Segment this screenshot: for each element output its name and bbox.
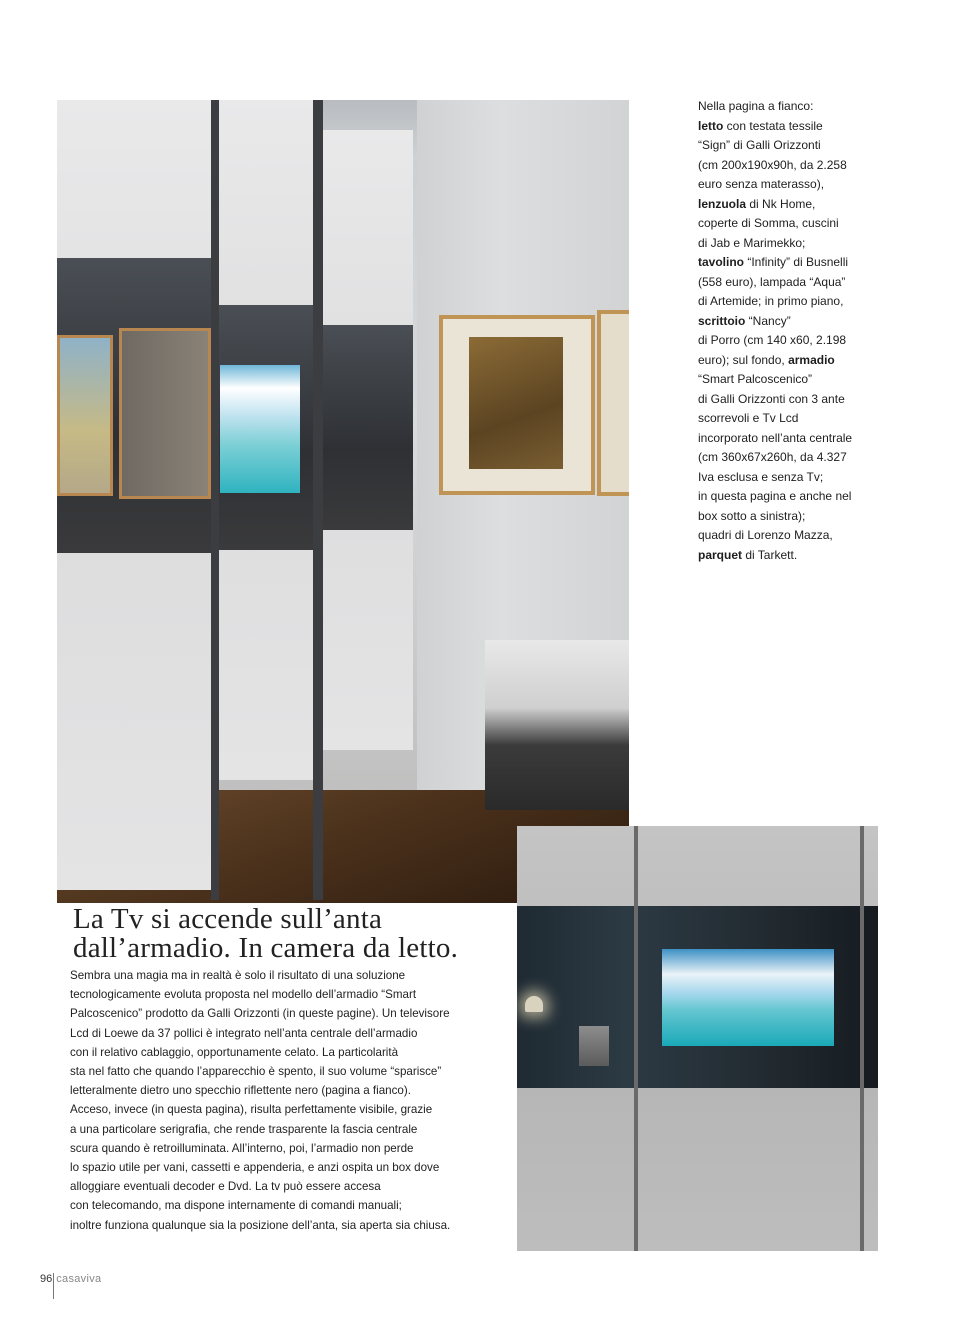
caption-line bbox=[698, 234, 888, 254]
body-line: Palcoscenico” prodotto da Galli Orizzonti (in queste pagine). Un televisore bbox=[70, 1007, 450, 1021]
caption-text: euro); sul fondo, bbox=[698, 352, 789, 367]
framed-artwork bbox=[439, 315, 595, 495]
photo-caption bbox=[698, 97, 888, 565]
caption-line bbox=[698, 507, 888, 527]
caption-line bbox=[698, 370, 888, 390]
caption-text: di Jab e Marimekko; bbox=[698, 235, 806, 250]
door-seam bbox=[634, 826, 638, 1251]
caption-line bbox=[698, 331, 888, 351]
headline-line: dall’armadio. In camera da letto. bbox=[73, 932, 459, 964]
caption-text: “Infinity” di Busnelli bbox=[744, 255, 849, 269]
caption-line bbox=[698, 526, 888, 546]
caption-text: “Nancy” bbox=[745, 313, 791, 328]
bedroom-wardrobe-photo bbox=[57, 100, 629, 903]
body-line: tecnologicamente evoluta proposta nel modello dell’armadio “Smart bbox=[70, 988, 417, 1002]
caption-text: quadri di Lorenzo Mazza, bbox=[698, 528, 833, 542]
caption-bold-term: armadio bbox=[788, 352, 835, 367]
caption-line bbox=[698, 195, 888, 215]
caption-line bbox=[698, 97, 888, 117]
caption-line bbox=[698, 409, 888, 429]
body-line: con il relativo cablaggio, opportunamente celato. La particolarità bbox=[70, 1045, 399, 1059]
body-line: letteralmente dietro uno specchio riflettente nero (pagina a fianco). bbox=[70, 1084, 411, 1098]
body-line: scura quando è retroilluminata. All’interno, poi, l’armadio non perde bbox=[70, 1141, 414, 1155]
caption-line bbox=[698, 546, 888, 566]
wardrobe-tv-detail-photo bbox=[517, 826, 878, 1251]
caption-text: coperte di Somma, cuscini bbox=[698, 216, 839, 230]
caption-line bbox=[698, 253, 888, 273]
body-line: con telecomando, ma dispone internamente di comandi manuali; bbox=[70, 1199, 402, 1213]
caption-line bbox=[698, 390, 888, 410]
body-line: Sembra una magia ma in realtà è solo il risultato di una soluzione bbox=[70, 969, 406, 982]
caption-text: di Galli Orizzonti con 3 ante bbox=[698, 391, 845, 406]
framed-artwork-partial bbox=[597, 310, 629, 496]
caption-line bbox=[698, 487, 888, 507]
body-line: Lcd di Loewe da 37 pollici è integrato nell’anta centrale dell’armadio bbox=[70, 1026, 418, 1040]
caption-line bbox=[698, 273, 888, 293]
article-body bbox=[70, 966, 510, 1235]
caption-text: di Artemide; in primo piano, bbox=[698, 294, 844, 308]
bed bbox=[485, 640, 629, 810]
caption-text: (cm 200x190x90h, da 2.258 bbox=[698, 157, 847, 172]
body-line: alloggiare eventuali decoder e Dvd. La tv può essere accesa bbox=[70, 1180, 381, 1194]
caption-text: con testata tessile bbox=[723, 118, 823, 133]
article-box bbox=[62, 903, 517, 1250]
door-seam bbox=[860, 826, 864, 1251]
artwork-canvas bbox=[469, 337, 563, 469]
body-line: inoltre funziona qualunque sia la posizione dell’anta, sia aperta sia chiusa. bbox=[70, 1218, 451, 1232]
caption-bold-term: tavolino bbox=[698, 255, 745, 269]
caption-line bbox=[698, 214, 888, 234]
body-line: Acceso, invece (in questa pagina), risulta perfettamente visibile, grazie bbox=[70, 1103, 433, 1117]
caption-text: box sotto a sinistra); bbox=[698, 508, 806, 523]
caption-line bbox=[698, 312, 888, 332]
caption-text: (cm 360x67x260h, da 4.327 bbox=[698, 450, 847, 464]
caption-line bbox=[698, 429, 888, 449]
headline-line: La Tv si accende sull’anta bbox=[73, 903, 383, 935]
tv-screen bbox=[662, 949, 834, 1046]
caption-line bbox=[698, 117, 888, 137]
caption-line bbox=[698, 156, 888, 176]
caption-line bbox=[698, 136, 888, 156]
page-number: 96 bbox=[40, 1273, 53, 1285]
tv-screen bbox=[220, 365, 300, 493]
caption-bold-term: letto bbox=[698, 118, 724, 133]
caption-line bbox=[698, 448, 888, 468]
caption-line bbox=[698, 292, 888, 312]
mirror-band-right bbox=[323, 325, 413, 530]
caption-text: di Tarkett. bbox=[742, 547, 798, 562]
caption-text: di Nk Home, bbox=[746, 196, 816, 211]
door-seam bbox=[313, 100, 323, 900]
books bbox=[579, 1026, 609, 1066]
caption-bold-term: scrittoio bbox=[698, 313, 746, 328]
caption-text: (558 euro), lampada “Aqua” bbox=[698, 274, 846, 289]
caption-text: euro senza materasso), bbox=[698, 177, 825, 191]
caption-text: Iva esclusa e senza Tv; bbox=[698, 469, 824, 484]
caption-bold-term: parquet bbox=[698, 547, 743, 562]
body-line: sta nel fatto che quando l’apparecchio è spento, il suo volume “sparisce” bbox=[70, 1065, 442, 1079]
caption-bold-term: lenzuola bbox=[698, 196, 747, 211]
body-line: a una particolare serigrafia, che rende trasparente la fascia centrale bbox=[70, 1122, 418, 1136]
caption-text: Nella pagina a fianco: bbox=[698, 99, 814, 113]
caption-text: incorporato nell’anta centrale bbox=[698, 430, 853, 445]
caption-text: di Porro (cm 140 x60, 2.198 bbox=[698, 333, 847, 347]
reflected-painting bbox=[119, 328, 211, 499]
magazine-name: casaviva bbox=[56, 1273, 102, 1285]
article-headline bbox=[73, 905, 513, 963]
caption-line bbox=[698, 175, 888, 195]
page-footer bbox=[40, 1273, 101, 1299]
caption-line bbox=[698, 351, 888, 371]
caption-text: “Smart Palcoscenico” bbox=[698, 372, 813, 386]
body-line: lo spazio utile per vani, cassetti e appenderia, e anzi ospita un box dove bbox=[70, 1161, 440, 1175]
caption-text: “Sign” di Galli Orizzonti bbox=[698, 138, 821, 152]
caption-text: scorrevoli e Tv Lcd bbox=[698, 411, 799, 425]
footer-divider bbox=[53, 1273, 54, 1299]
caption-line bbox=[698, 468, 888, 488]
door-seam bbox=[211, 100, 219, 900]
lamp bbox=[525, 996, 543, 1012]
reflected-painting bbox=[57, 335, 113, 496]
caption-text: in questa pagina e anche nel bbox=[698, 489, 852, 503]
